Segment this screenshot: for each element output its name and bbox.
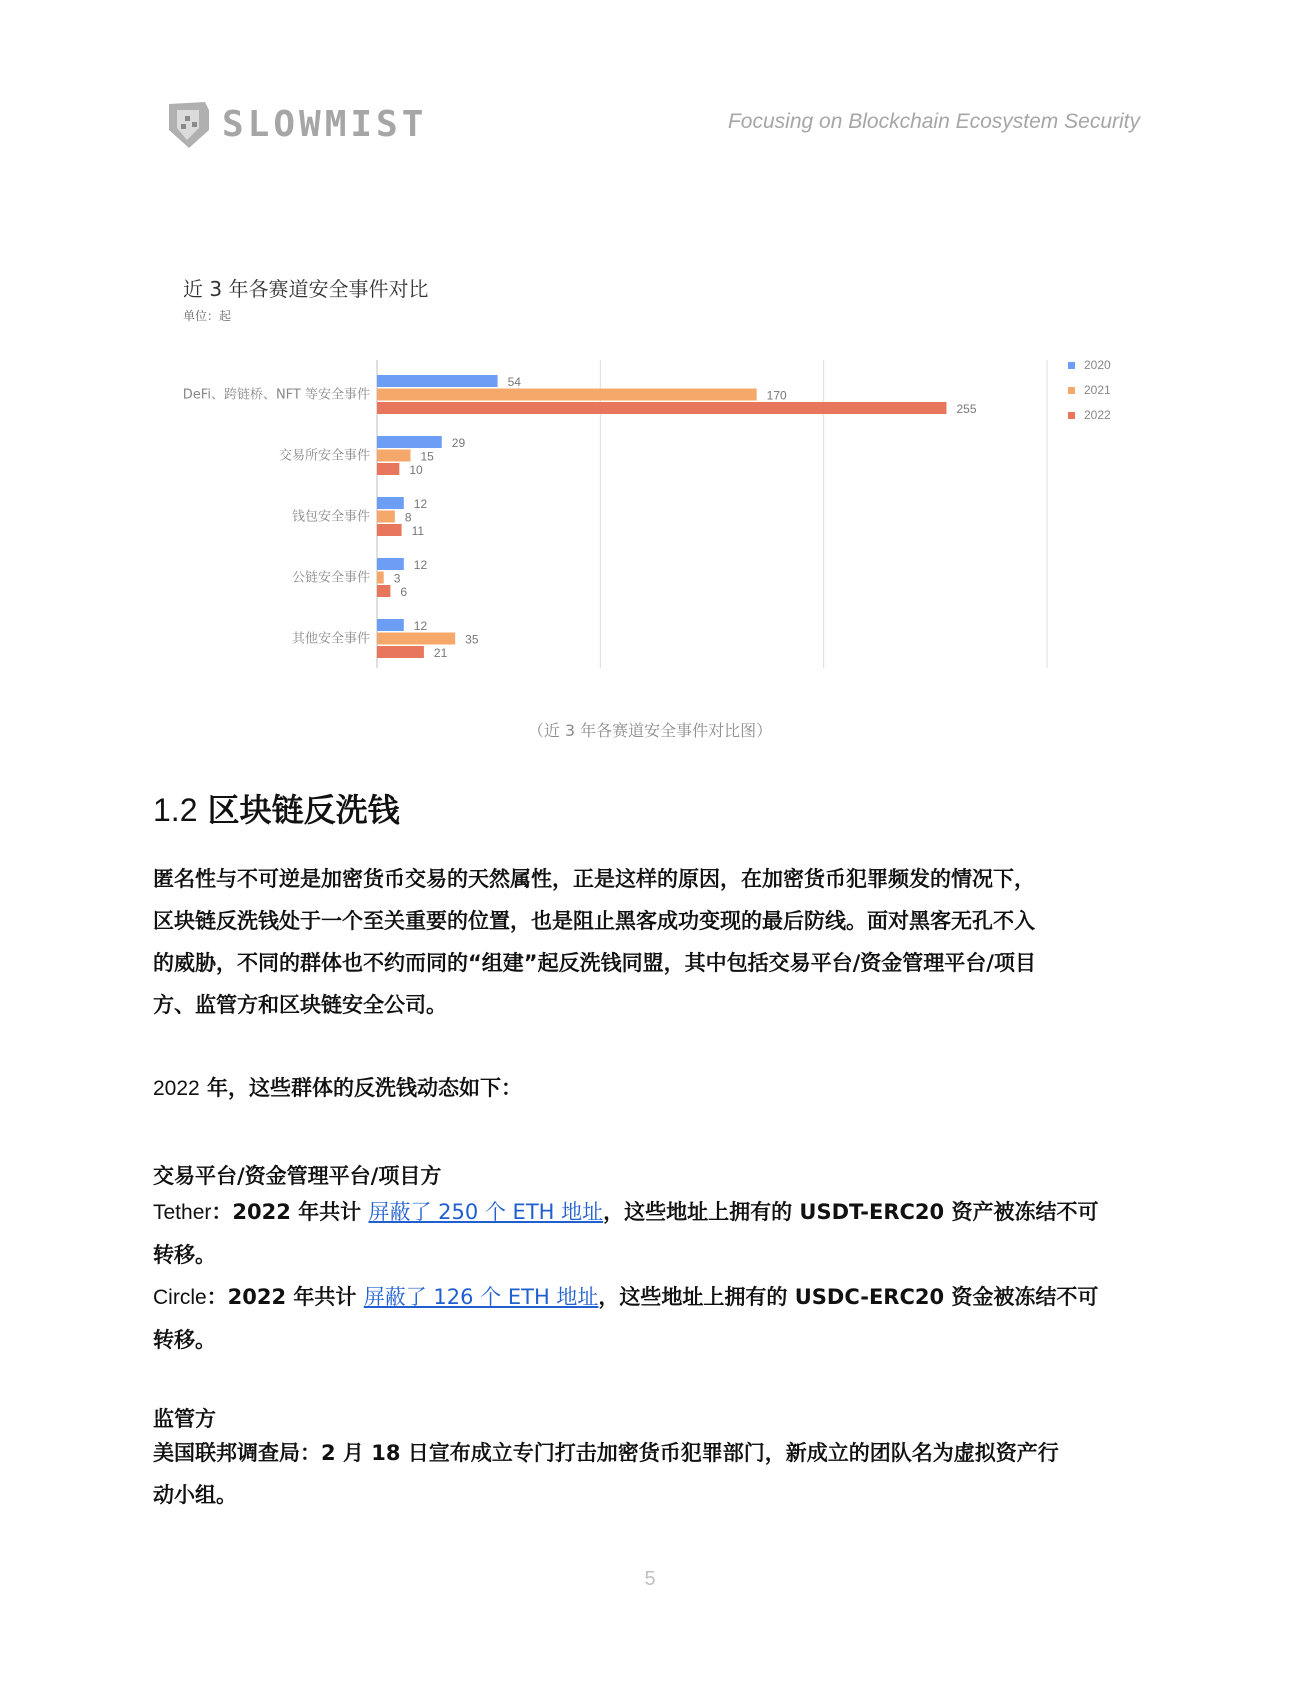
bar	[377, 436, 442, 448]
data-label: 54	[507, 375, 521, 389]
tether-cont: 转移。	[153, 1243, 216, 1267]
intro-line: 匿名性与不可逆是加密货币交易的天然属性，正是这样的原因，在加密货币犯罪频发的情况下，	[153, 867, 1035, 891]
data-label: 3	[393, 571, 401, 586]
fbi-line: 美国联邦调查局：2 月 18 日宣布成立专门打击加密货币犯罪部门，新成立的团队名为虚拟资产行	[153, 1441, 1059, 1465]
intro-paragraph	[153, 858, 1153, 1026]
legend-label: 2021	[1084, 383, 1111, 397]
fbi-line-cont: 动小组。	[153, 1483, 237, 1507]
data-label: 12	[413, 619, 428, 633]
circle-name: Circle	[153, 1286, 207, 1309]
year-number: 2022	[153, 1077, 200, 1100]
data-label: 29	[451, 436, 466, 450]
bar	[377, 524, 402, 536]
tether-address-link[interactable]: 屏蔽了 250 个 ETH 地址	[368, 1200, 604, 1224]
data-label: 15	[420, 449, 434, 464]
section-number: 1.2	[153, 792, 198, 828]
section-heading	[153, 785, 400, 831]
category-label: 钱包安全事件	[291, 509, 370, 525]
tether-pre: ：2022 年共计	[211, 1200, 369, 1224]
regulator-heading: 监管方	[153, 1407, 216, 1431]
year-summary	[153, 1067, 1153, 1110]
intro-line: 区块链反洗钱处于一个至关重要的位置，也是阻止黑客成功变现的最后防线。面对黑客无孔不入	[153, 909, 1035, 933]
bar	[377, 450, 411, 462]
legend-label: 2022	[1084, 408, 1111, 422]
data-label: 170	[766, 388, 787, 403]
bar-chart	[0, 0, 1300, 700]
bar	[377, 463, 399, 475]
header-tagline: Focusing on Blockchain Ecosystem Security	[727, 110, 1140, 133]
bar	[377, 585, 390, 597]
bar	[377, 572, 384, 584]
regulator-items	[153, 1432, 1153, 1516]
bar	[377, 558, 404, 570]
tether-post: ，这些地址上拥有的 USDT-ERC20 资产被冻结不可	[603, 1200, 1099, 1224]
data-label: 21	[433, 646, 448, 660]
circle-address-link[interactable]: 屏蔽了 126 个 ETH 地址	[363, 1285, 599, 1309]
legend-swatch	[1068, 387, 1075, 394]
bar	[377, 375, 498, 387]
category-label: 其他安全事件	[291, 631, 370, 647]
intro-line: 的威胁，不同的群体也不约而同的“组建”起反洗钱同盟，其中包括交易平台/资金管理平台/项目	[153, 951, 1036, 975]
data-label: 12	[413, 497, 428, 511]
data-label: 11	[411, 524, 425, 538]
data-label: 12	[413, 558, 428, 572]
chart-title: 近 3 年各赛道安全事件对比	[183, 277, 429, 301]
legend-swatch	[1068, 412, 1075, 419]
bar	[377, 619, 404, 631]
circle-post: ，这些地址上拥有的 USDC-ERC20 资金被冻结不可	[598, 1285, 1099, 1309]
category-label: DeFi、跨链桥、NFT 等安全事件	[182, 387, 370, 403]
bar	[377, 389, 757, 401]
year-text: 年，这些群体的反洗钱动态如下：	[199, 1076, 523, 1100]
tether-line	[153, 1191, 1153, 1234]
section-title: 区块链反洗钱	[207, 791, 400, 829]
legend-swatch	[1068, 362, 1075, 369]
platform-items	[153, 1191, 1153, 1361]
page-number: 5	[644, 1568, 656, 1590]
data-label: 35	[465, 632, 479, 647]
circle-cont: 转移。	[153, 1328, 216, 1352]
bar	[377, 497, 404, 509]
category-label: 交易所安全事件	[278, 448, 370, 464]
category-label: 公链安全事件	[291, 570, 370, 586]
platform-heading: 交易平台/资金管理平台/项目方	[153, 1164, 442, 1188]
data-label: 8	[404, 510, 412, 525]
chart-caption: （近 3 年各赛道安全事件对比图）	[527, 721, 773, 740]
legend-label: 2020	[1084, 358, 1111, 372]
chart-unit: 单位：起	[183, 309, 232, 323]
logo-wordmark: SLOWMIST	[222, 104, 428, 145]
data-label: 6	[400, 585, 408, 599]
intro-line: 方、监管方和区块链安全公司。	[153, 993, 447, 1017]
bar	[377, 633, 455, 645]
data-label: 10	[409, 463, 423, 477]
tether-name: Tether	[153, 1201, 212, 1224]
bar	[377, 402, 947, 414]
data-label: 255	[956, 402, 977, 416]
circle-line	[153, 1276, 1153, 1319]
circle-pre: ：2022 年共计	[206, 1285, 364, 1309]
bar	[377, 511, 395, 523]
bar	[377, 646, 424, 658]
